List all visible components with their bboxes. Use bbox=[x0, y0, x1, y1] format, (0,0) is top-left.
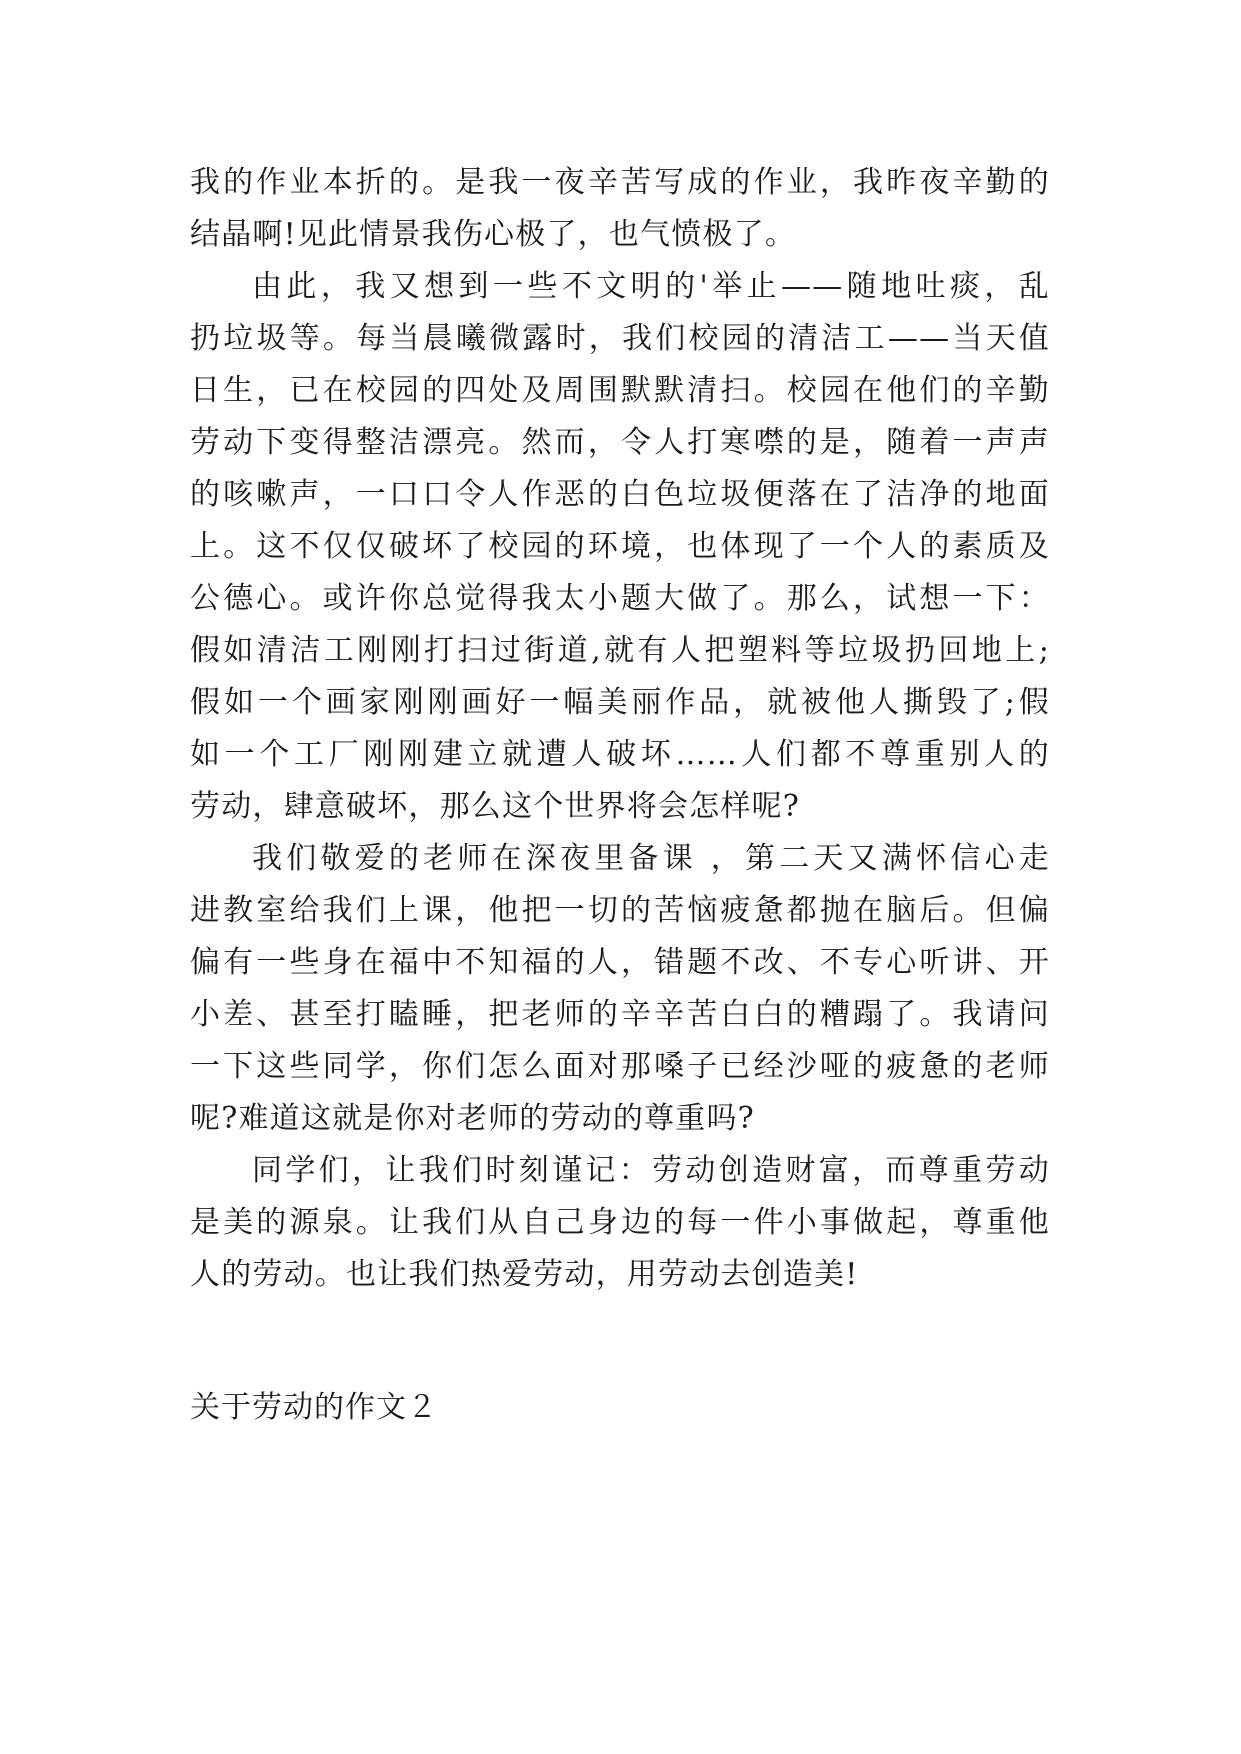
paragraph-3-line-5: 一下这些同学，你们怎么面对那嗓子已经沙哑的疲惫的老师 bbox=[190, 1049, 1050, 1084]
paragraph-2-line-10: 如一个工厂刚刚建立就遭人破坏……人们都不尊重别人的 bbox=[190, 737, 1050, 772]
paragraph-2-line-11: 劳动，肆意破坏，那么这个世界将会怎样呢? bbox=[190, 789, 801, 824]
paragraph-2-line-3: 日生，已在校园的四处及周围默默清扫。校园在他们的辛勤 bbox=[190, 373, 1050, 408]
paragraph-2-line-9: 假如一个画家刚刚画好一幅美丽作品，就被他人撕毁了;假 bbox=[190, 685, 1050, 720]
paragraph-2-line-2: 扔垃圾等。每当晨曦微露时，我们校园的清洁工——当天值 bbox=[190, 321, 1050, 356]
paragraph-3-line-6: 呢?难道这就是你对老师的劳动的尊重吗? bbox=[190, 1101, 755, 1136]
paragraph-2-line-7: 公德心。或许你总觉得我太小题大做了。那么，试想一下： bbox=[190, 581, 1050, 616]
paragraph-2-line-1: 由此，我又想到一些不文明的'举止——随地吐痰，乱 bbox=[252, 269, 1050, 304]
paragraph-4-line-1: 同学们，让我们时刻谨记：劳动创造财富，而尊重劳动 bbox=[252, 1153, 1050, 1188]
paragraph-3-line-4: 小差、甚至打瞌睡，把老师的辛辛苦白白的糟蹋了。我请问 bbox=[190, 997, 1050, 1032]
paragraph-1-line-1: 我的作业本折的。是我一夜辛苦写成的作业，我昨夜辛勤的 bbox=[190, 165, 1050, 200]
paragraph-3-line-3: 偏有一些身在福中不知福的人，错题不改、不专心听讲、开 bbox=[190, 945, 1050, 980]
paragraph-4-line-3: 人的劳动。也让我们热爱劳动，用劳动去创造美! bbox=[190, 1257, 859, 1292]
paragraph-2-line-8: 假如清洁工刚刚打扫过街道,就有人把塑料等垃圾扔回地上; bbox=[190, 633, 1050, 668]
paragraph-4-line-2: 是美的源泉。让我们从自己身边的每一件小事做起，尊重他 bbox=[190, 1205, 1050, 1240]
paragraph-3-line-1: 我们敬爱的老师在深夜里备课 ，第二天又满怀信心走 bbox=[252, 841, 1050, 876]
paragraph-3-line-2: 进教室给我们上课，他把一切的苦恼疲惫都抛在脑后。但偏 bbox=[190, 893, 1050, 928]
paragraph-2-line-4: 劳动下变得整洁漂亮。然而，令人打寒噤的是，随着一声声 bbox=[190, 425, 1050, 460]
paragraph-2-line-5: 的咳嗽声，一口口令人作恶的白色垃圾便落在了洁净的地面 bbox=[190, 477, 1050, 512]
paragraph-1-line-2: 结晶啊!见此情景我伤心极了，也气愤极了。 bbox=[190, 217, 797, 252]
paragraph-2-line-6: 上。这不仅仅破坏了校园的环境，也体现了一个人的素质及 bbox=[190, 529, 1050, 564]
section-heading: 关于劳动的作文２ bbox=[190, 1390, 438, 1425]
